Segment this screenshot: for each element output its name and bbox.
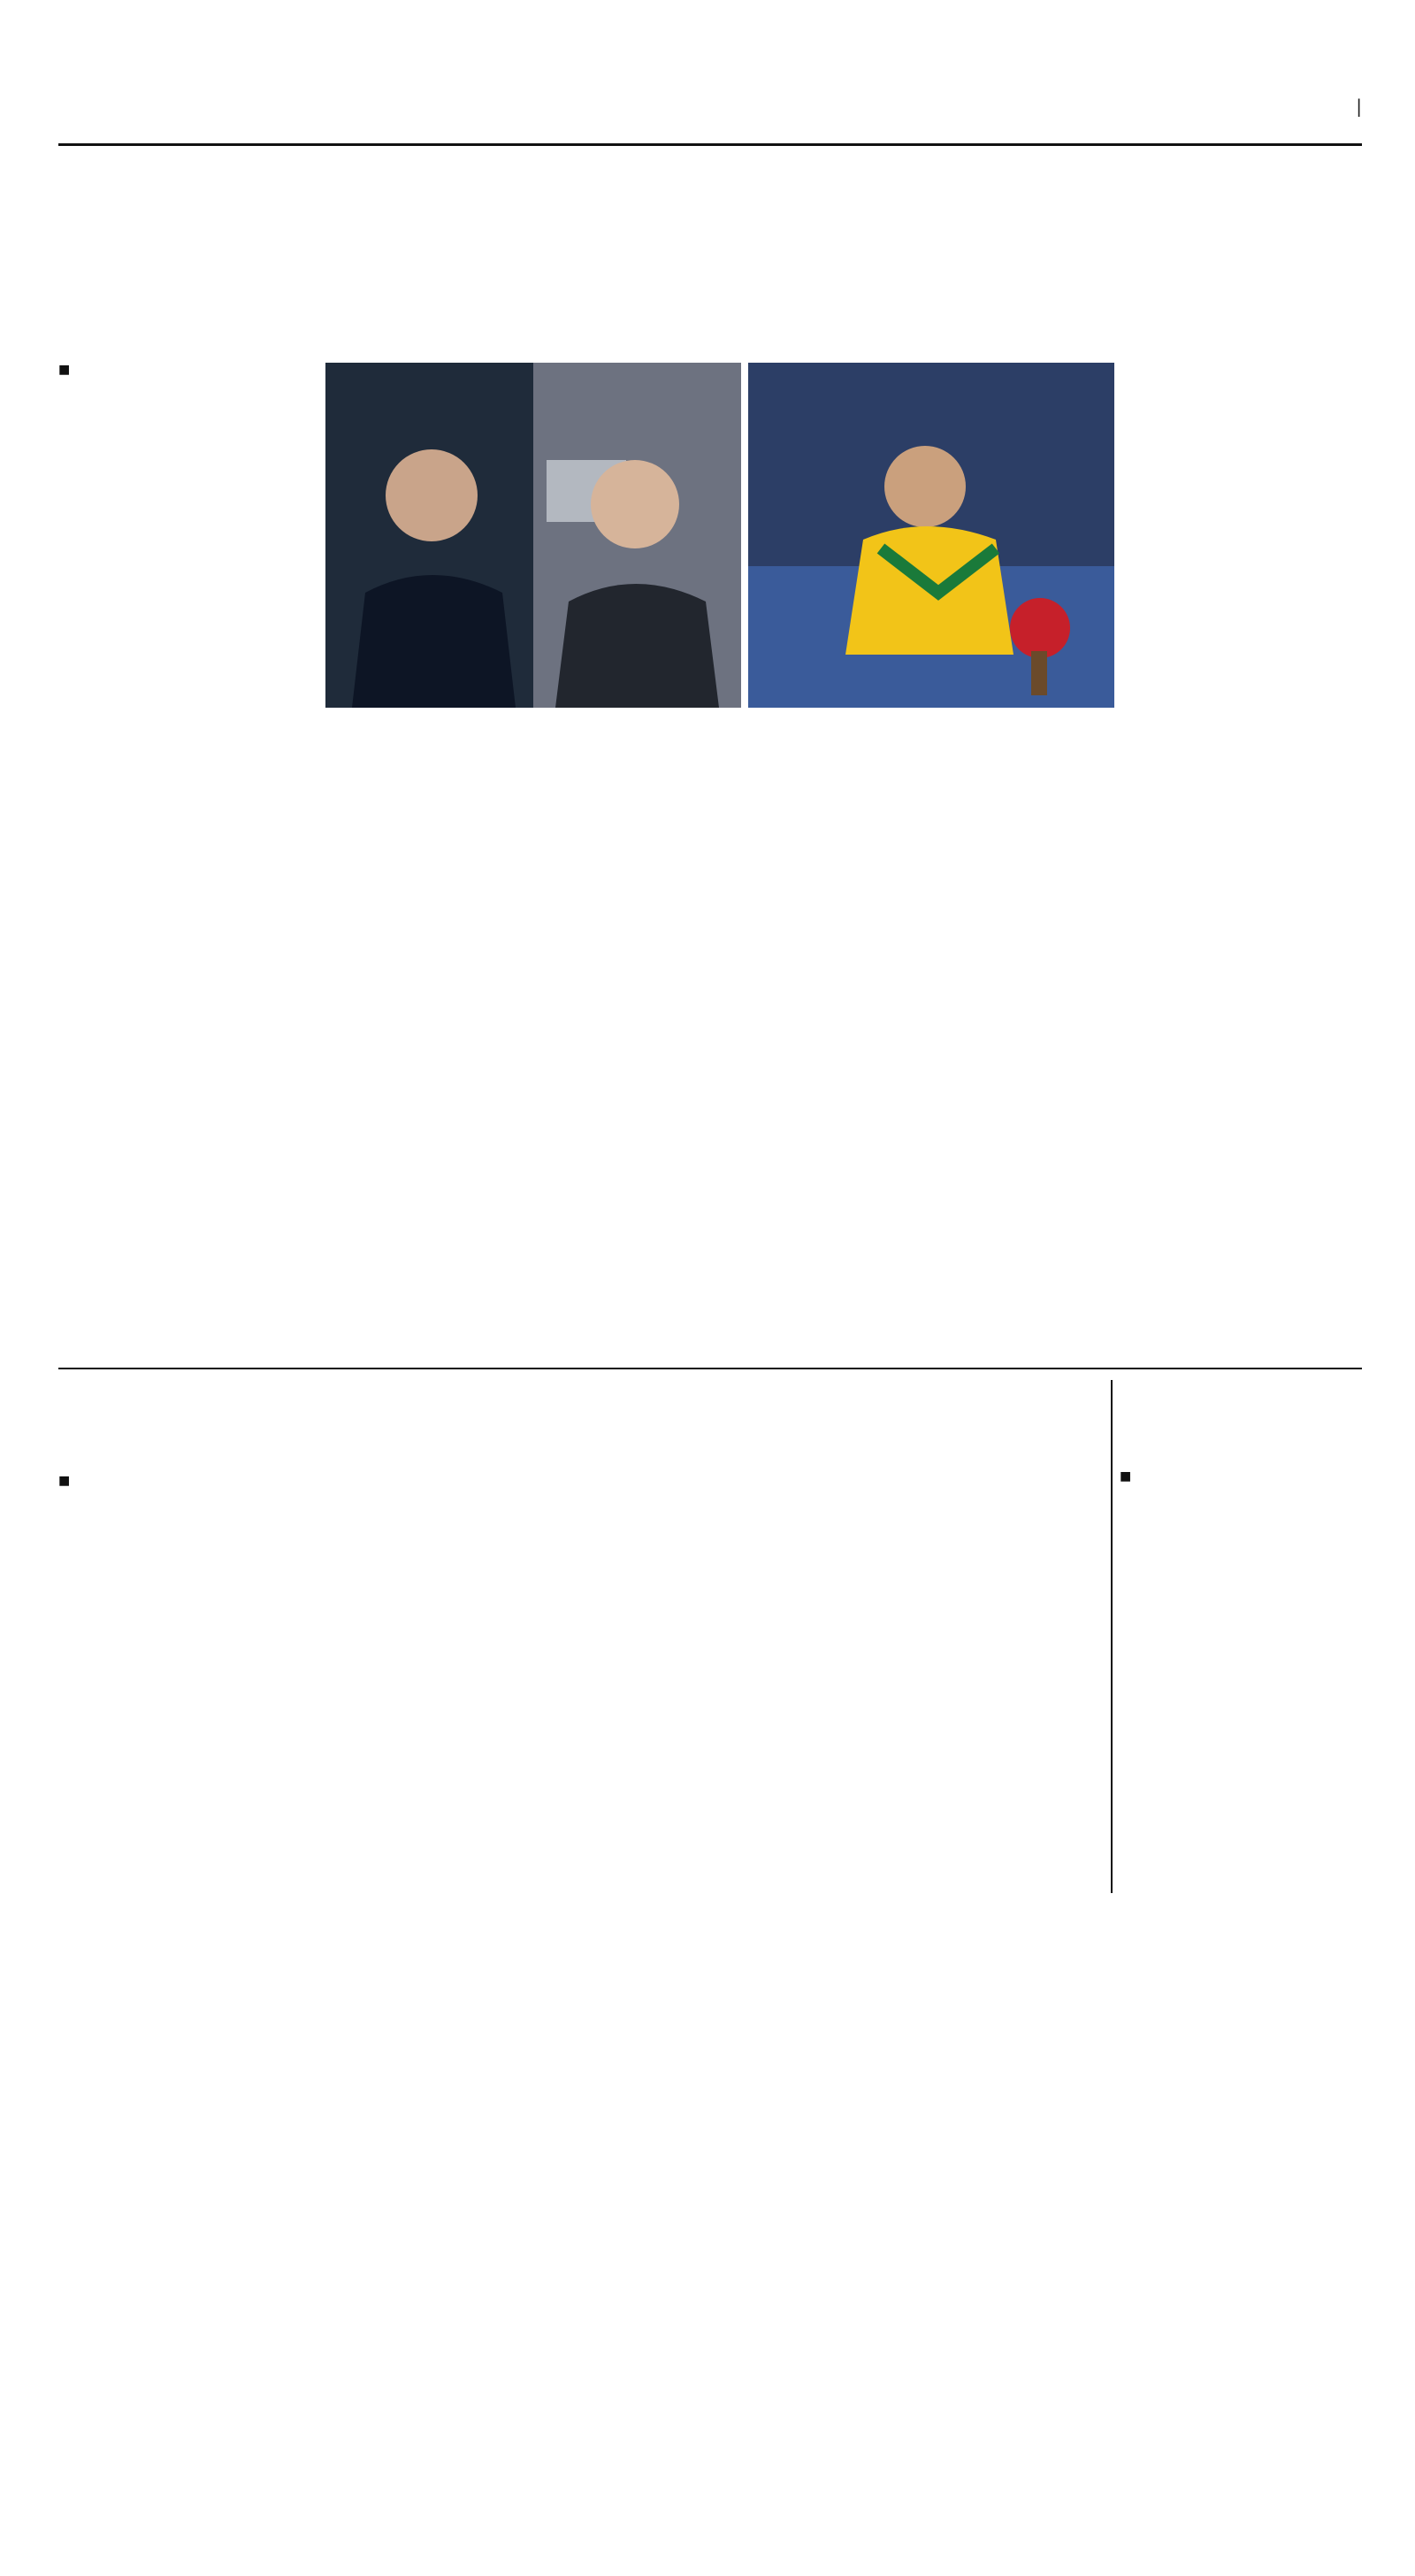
story1-column-2 — [325, 777, 582, 1357]
story2-byline — [58, 1468, 311, 1493]
story3-body — [1120, 1465, 1362, 1893]
story3-byline — [1120, 1465, 1362, 1488]
header-divider — [58, 143, 1362, 146]
photo-hugo — [748, 363, 1114, 708]
section-divider — [58, 1368, 1362, 1369]
story1-column-5 — [1105, 363, 1362, 1357]
photo-liu-wang-image — [325, 363, 741, 708]
photo-hugo-image — [748, 363, 1114, 708]
issue-date-line: | — [1356, 96, 1362, 117]
story2-column-1 — [58, 1468, 311, 1805]
story1-column-4 — [858, 777, 1114, 1357]
column-divider — [1111, 1380, 1113, 1893]
story1-column-3 — [593, 777, 849, 1357]
story1-byline — [58, 357, 315, 382]
story2-column-3 — [589, 1468, 842, 1805]
story2-column-4 — [854, 1468, 1102, 1805]
story1-column-1 — [58, 357, 315, 1357]
photo-liu-wang — [325, 363, 741, 708]
story2-column-2 — [324, 1468, 577, 1805]
